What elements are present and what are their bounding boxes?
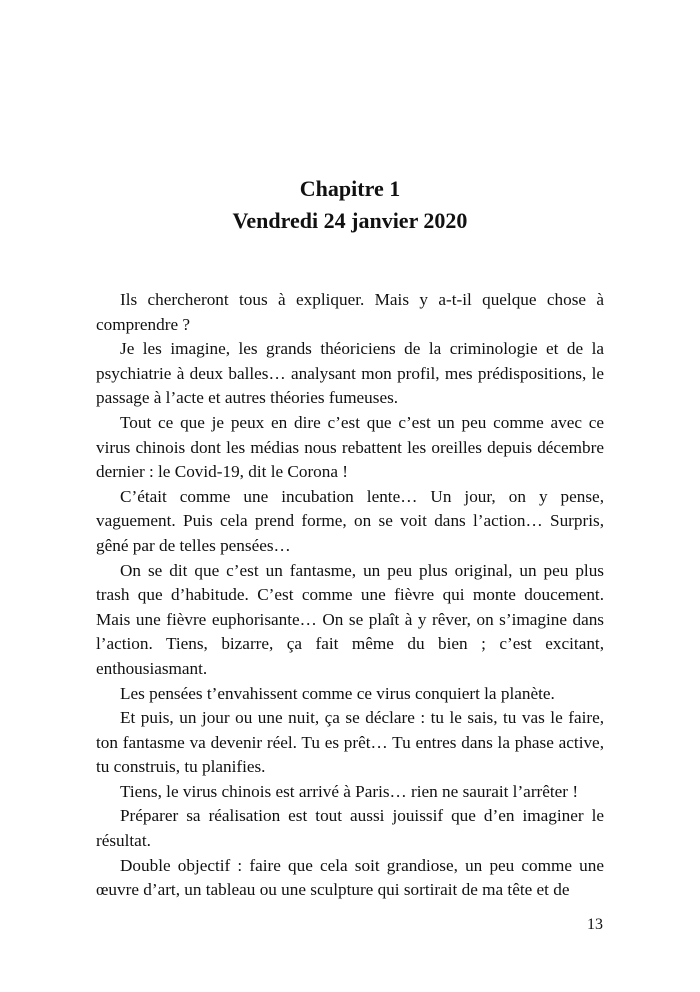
paragraph: Préparer sa réalisation est tout aussi jouissif que d’en imaginer le résultat. bbox=[96, 806, 604, 851]
chapter-title: Chapitre 1 bbox=[299, 176, 401, 201]
body-text bbox=[96, 288, 604, 903]
paragraph: Ils chercheront tous à expliquer. Mais y a-t-il quelque chose à comprendre ? bbox=[96, 290, 604, 334]
paragraph: Tout ce que je peux en dire c’est que c’est un peu comme avec ce virus chinois dont les médias nous rebattent les oreilles depuis décembre dernier : le Covid-19, dit le Corona ! bbox=[96, 412, 604, 482]
chapter-date: Vendredi 24 janvier 2020 bbox=[232, 208, 468, 233]
paragraph: On se dit que c’est un fantasme, un peu plus original, un peu plus trash que d’habitude. C’est comme une fièvre qui monte doucement. Mais une fièvre euphorisante… On se plaît à y rêver, on s’imagine dans l’action. Tiens, bizarre, ça fait même du bien ; c’est excitant, enthousiasmant. bbox=[96, 560, 604, 678]
paragraph: Les pensées t’envahissent comme ce virus conquiert la planète. bbox=[120, 683, 555, 703]
paragraph: Je les imagine, les grands théoriciens de la criminologie et de la psychiatrie à deux balles… analysant mon profil, mes prédispositions, le passage à l’acte et autres théories fumeuses. bbox=[96, 339, 604, 408]
chapter-heading bbox=[0, 173, 700, 237]
paragraph: C’était comme une incubation lente… Un jour, on y pense, vaguement. Puis cela prend forme, on se voit dans l’action… Surpris, gêné par de telles pensées… bbox=[96, 486, 604, 555]
paragraph: Et puis, un jour ou une nuit, ça se déclare : tu le sais, tu vas le faire, ton fantasme va devenir réel. Tu es prêt… Tu entres dans la phase active, tu construis, tu planifies. bbox=[96, 708, 604, 777]
page-number: 13 bbox=[587, 916, 603, 933]
paragraph: Tiens, le virus chinois est arrivé à Paris… rien ne saurait l’arrêter ! bbox=[120, 781, 579, 801]
paragraph: Double objectif : faire que cela soit grandiose, un peu comme une œuvre d’art, un tableau ou une sculpture qui sortirait de ma tête et de bbox=[96, 855, 604, 900]
